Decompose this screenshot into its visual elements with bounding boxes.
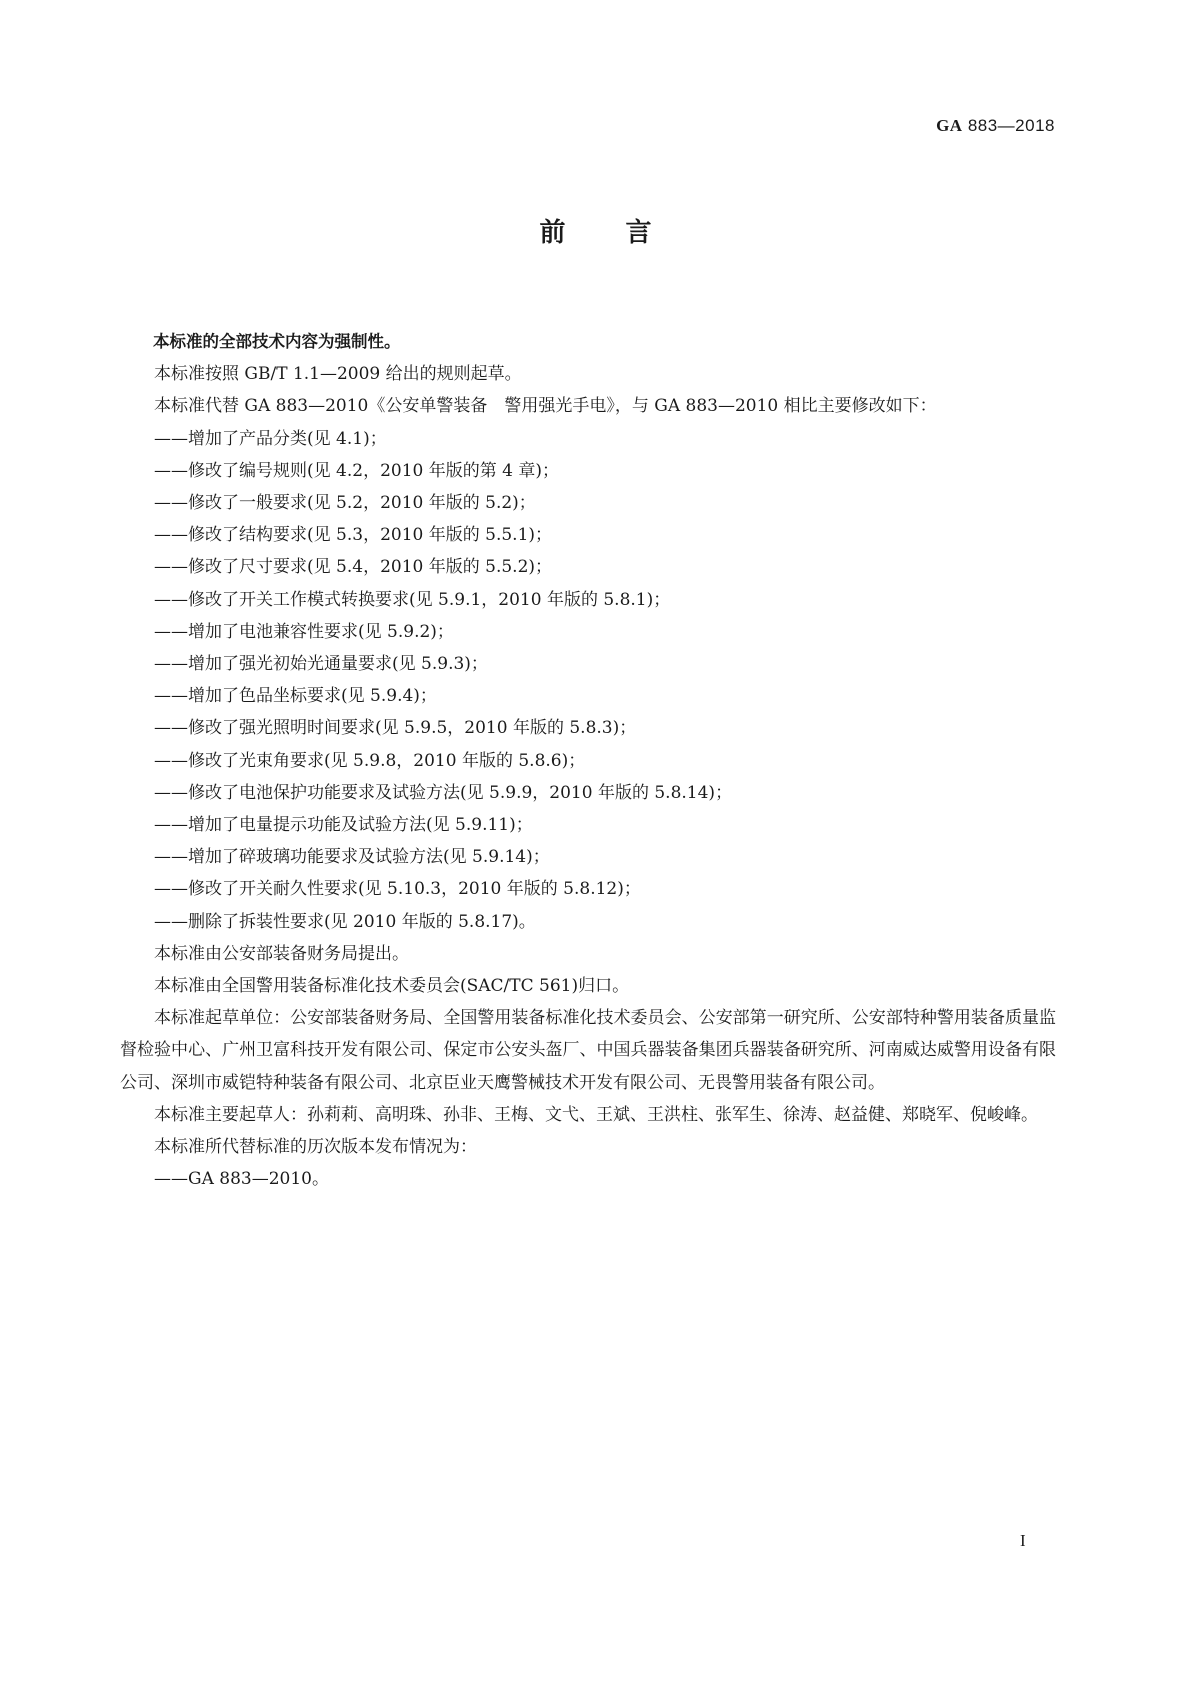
drafting-units-paragraph: 本标准起草单位：公安部装备财务局、全国警用装备标准化技术委员会、公安部第一研究所、公安部特种警用装备质量监督检验中心、广州卫富科技开发有限公司、保定市公安头盔厂、中国兵器装备集团兵器装备研究所、河南威达威警用设备有限公司、深圳市威铠特种装备有限公司、北京臣业天鹰警械技术开发有限公司、无畏警用装备有限公司。 xyxy=(120,1008,1056,1093)
change-item: ——修改了光束角要求(见 5.9.8，2010 年版的 5.8.6)； xyxy=(154,750,586,771)
change-item: ——修改了编号规则(见 4.2，2010 年版的第 4 章)； xyxy=(154,460,559,481)
changes-list xyxy=(120,423,1056,938)
replaces-paragraph: 本标准代替 GA 883—2010《公安单警装备 警用强光手电》，与 GA 883—2010 相比主要修改如下： xyxy=(154,396,937,417)
change-item: ——修改了强光照明时间要求(见 5.9.5，2010 年版的 5.8.3)； xyxy=(154,718,637,739)
standard-number: 883—2018 xyxy=(967,116,1055,135)
drafting-rule-paragraph: 本标准按照 GB/T 1.1—2009 给出的规则起草。 xyxy=(154,364,522,385)
change-item: ——增加了电量提示功能及试验方法(见 5.9.11)； xyxy=(154,815,533,836)
change-item: ——修改了结构要求(见 5.3，2010 年版的 5.5.1)； xyxy=(154,525,553,546)
proposed-by-paragraph: 本标准由公安部装备财务局提出。 xyxy=(154,943,409,964)
change-item: ——增加了强光初始光通量要求(见 5.9.3)； xyxy=(154,654,488,675)
change-item: ——修改了电池保护功能要求及试验方法(见 5.9.9，2010 年版的 5.8.14)； xyxy=(154,782,733,803)
drafters-paragraph: 本标准主要起草人：孙莉莉、高明珠、孙非、王梅、文弋、王斌、王洪柱、张军生、徐涛、赵益健、郑晓军、倪峻峰。 xyxy=(154,1104,1038,1125)
change-item: ——修改了尺寸要求(见 5.4，2010 年版的 5.5.2)； xyxy=(154,557,553,578)
centralized-by-paragraph: 本标准由全国警用装备标准化技术委员会(SAC/TC 561)归口。 xyxy=(154,976,630,997)
standard-prefix: GA xyxy=(936,116,963,135)
history-intro-paragraph: 本标准所代替标准的历次版本发布情况为： xyxy=(154,1137,477,1158)
mandatory-statement: 本标准的全部技术内容为强制性。 xyxy=(153,332,401,351)
history-item: ——GA 883—2010。 xyxy=(154,1169,329,1190)
standard-code xyxy=(936,116,1055,136)
change-item: ——删除了拆装性要求(见 2010 年版的 5.8.17)。 xyxy=(154,911,536,932)
change-item: ——修改了开关工作模式转换要求(见 5.9.1，2010 年版的 5.8.1)； xyxy=(154,589,671,610)
change-item: ——修改了开关耐久性要求(见 5.10.3，2010 年版的 5.8.12)； xyxy=(154,879,641,900)
page-title: 前言 xyxy=(539,218,712,248)
page-number: I xyxy=(1020,1531,1026,1550)
document-body xyxy=(120,326,1056,1195)
change-item: ——增加了碎玻璃功能要求及试验方法(见 5.9.14)； xyxy=(154,847,550,868)
change-item: ——修改了一般要求(见 5.2，2010 年版的 5.2)； xyxy=(154,493,536,514)
change-item: ——增加了电池兼容性要求(见 5.9.2)； xyxy=(154,621,454,642)
change-item: ——增加了产品分类(见 4.1)； xyxy=(154,428,387,449)
change-item: ——增加了色品坐标要求(见 5.9.4)； xyxy=(154,686,437,707)
